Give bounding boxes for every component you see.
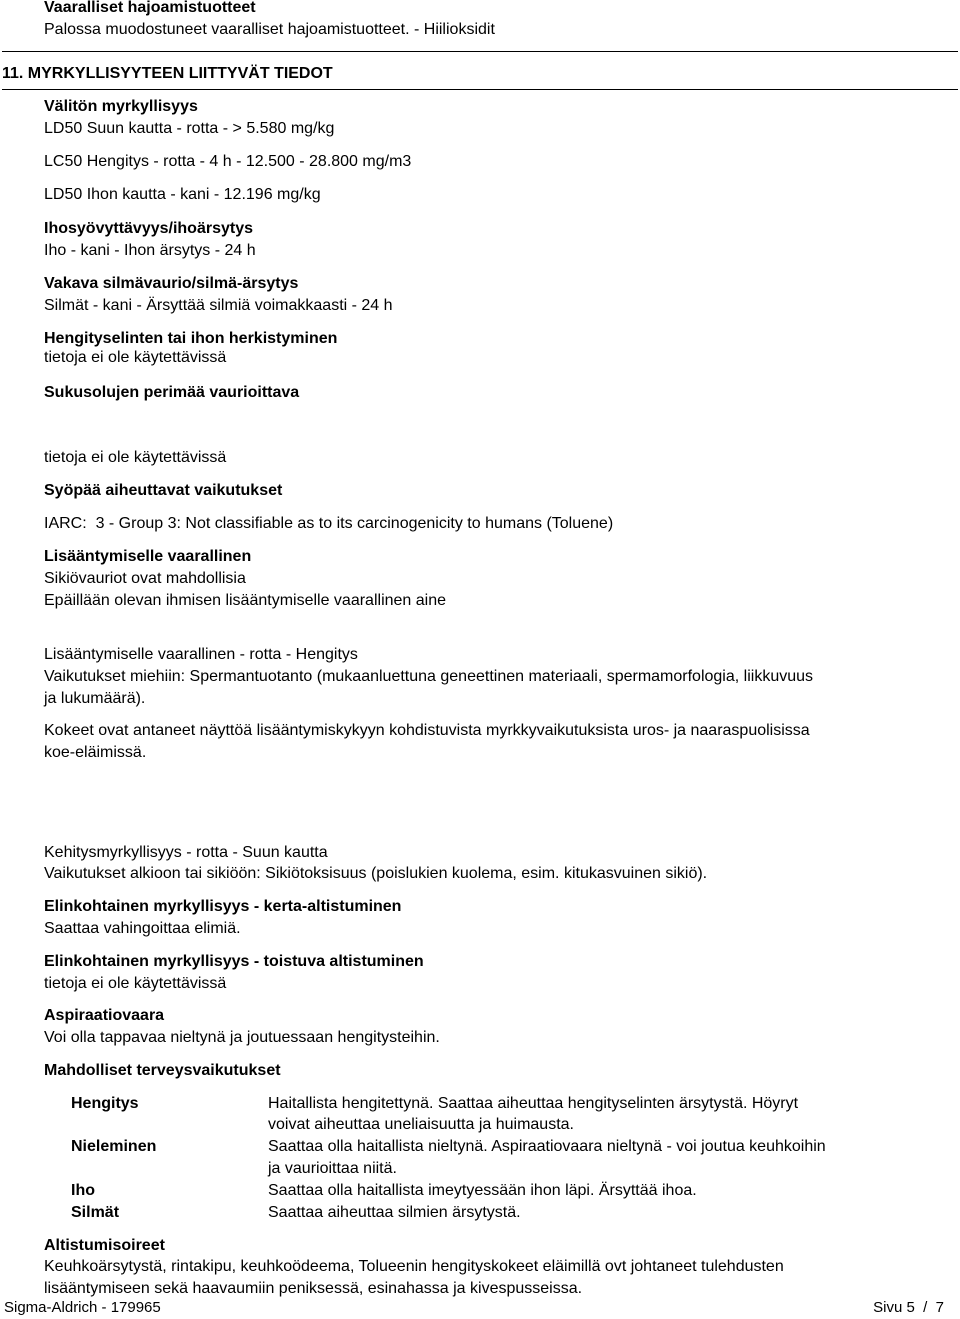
reproductive-line-4a: Vaikutukset miehiin: Spermantuotanto (mukaanluettuna geneettinen materiaali, spermamorfologia, liikkuvuus (44, 668, 814, 685)
mutagenicity-text: tietoja ei ole käytettävissä (44, 449, 227, 466)
health-effect-route: Hengitys (71, 1095, 139, 1112)
stot-repeated-text: tietoja ei ole käytettävissä (44, 975, 227, 992)
health-effects-heading: Mahdolliset terveysvaikutukset (44, 1062, 281, 1079)
hazardous-decomposition-heading: Vaaralliset hajoamistuotteet (44, 0, 256, 16)
reproductive-line-4b: ja lukumäärä). (44, 690, 146, 707)
acute-toxicity-heading: Välitön myrkyllisyys (44, 98, 198, 115)
eye-damage-text: Silmät - kani - Ärsyttää silmiä voimakkaasti - 24 h (44, 297, 393, 314)
reproductive-line-1: Sikiövauriot ovat mahdollisia (44, 570, 246, 587)
health-effect-description: Saattaa olla haitallista imeytyessään ihon läpi. Ärsyttää ihoa. (268, 1182, 697, 1199)
section-divider-bottom (2, 89, 958, 90)
iarc-classification: IARC: 3 - Group 3: Not classifiable as to its carcinogenicity to humans (Toluene) (44, 515, 614, 532)
skin-irritation-text: Iho - kani - Ihon ärsytys - 24 h (44, 242, 256, 259)
stot-single-heading: Elinkohtainen myrkyllisyys - kerta-altistuminen (44, 898, 402, 915)
symptoms-line-1: Keuhkoärsytystä, rintakipu, keuhkoödeema, Tolueenin hengityskokeet eläimillä ovt johtaneet tulehdusten (44, 1258, 784, 1275)
aspiration-heading: Aspiraatiovaara (44, 1007, 165, 1024)
sensitisation-heading: Hengityselinten tai ihon herkistyminen (44, 330, 338, 347)
reproductive-line-5a: Kokeet ovat antaneet näyttöä lisääntymiskykyyn kohdistuvista myrkkyvaikutuksista uros- ja naaraspuolisissa (44, 722, 810, 739)
ld50-dermal: LD50 Ihon kautta - kani - 12.196 mg/kg (44, 186, 321, 203)
reproductive-line-2: Epäillään olevan ihmisen lisääntymiselle vaarallinen aine (44, 592, 447, 609)
developmental-toxicity-line-1: Kehitysmyrkyllisyys - rotta - Suun kautta (44, 844, 328, 861)
stot-single-text: Saattaa vahingoittaa elimiä. (44, 920, 241, 937)
skin-irritation-heading: Ihosyövyttävyys/ihoärsytys (44, 220, 253, 237)
health-effect-description: Haitallista hengitettynä. Saattaa aiheuttaa hengityselinten ärsytystä. Höyryt (268, 1095, 799, 1112)
health-effect-description: Saattaa aiheuttaa silmien ärsytystä. (268, 1204, 521, 1221)
eye-damage-heading: Vakava silmävaurio/silmä-ärsytys (44, 275, 299, 292)
footer-product-id: Sigma-Aldrich - 179965 (4, 1299, 161, 1316)
hazardous-decomposition-text: Palossa muodostuneet vaaralliset hajoamistuotteet. - Hiilioksidit (44, 21, 495, 38)
carcinogenicity-heading: Syöpää aiheuttavat vaikutukset (44, 482, 283, 499)
sensitisation-text: tietoja ei ole käytettävissä (44, 349, 227, 366)
health-effect-description: voivat aiheuttaa uneliaisuutta ja huimausta. (268, 1116, 574, 1133)
symptoms-heading: Altistumisoireet (44, 1237, 165, 1254)
lc50-inhalation: LC50 Hengitys - rotta - 4 h - 12.500 - 28.800 mg/m3 (44, 153, 412, 170)
health-effect-route: Silmät (71, 1204, 120, 1221)
symptoms-line-2: lisääntymiseen sekä haavaumiin peniksessä, esinahassa ja kivespusseissa. (44, 1280, 583, 1297)
stot-repeated-heading: Elinkohtainen myrkyllisyys - toistuva altistuminen (44, 953, 424, 970)
footer-page-number: Sivu 5 / 7 (873, 1299, 944, 1316)
section-title: 11. MYRKYLLISYYTEEN LIITTYVÄT TIEDOT (2, 65, 333, 82)
mutagenicity-heading: Sukusolujen perimää vaurioittava (44, 384, 300, 401)
developmental-toxicity-line-2: Vaikutukset alkioon tai sikiöön: Sikiötoksisuus (poislukien kuolema, esim. kitukasvuinen sikiö). (44, 865, 708, 882)
ld50-oral: LD50 Suun kautta - rotta - > 5.580 mg/kg (44, 120, 335, 137)
reproductive-toxicity-heading: Lisääntymiselle vaarallinen (44, 548, 252, 565)
health-effect-description: Saattaa olla haitallista nieltynä. Aspiraatiovaara nieltynä - voi joutua keuhkoihin (268, 1138, 826, 1155)
health-effect-route: Iho (71, 1182, 95, 1199)
reproductive-line-3: Lisääntymiselle vaarallinen - rotta - Hengitys (44, 646, 358, 663)
health-effect-route: Nieleminen (71, 1138, 157, 1155)
health-effect-description: ja vaurioittaa niitä. (268, 1160, 397, 1177)
aspiration-text: Voi olla tappavaa nieltynä ja joutuessaan hengitysteihin. (44, 1029, 440, 1046)
section-divider-top (2, 51, 958, 52)
reproductive-line-5b: koe-eläimissä. (44, 744, 147, 761)
